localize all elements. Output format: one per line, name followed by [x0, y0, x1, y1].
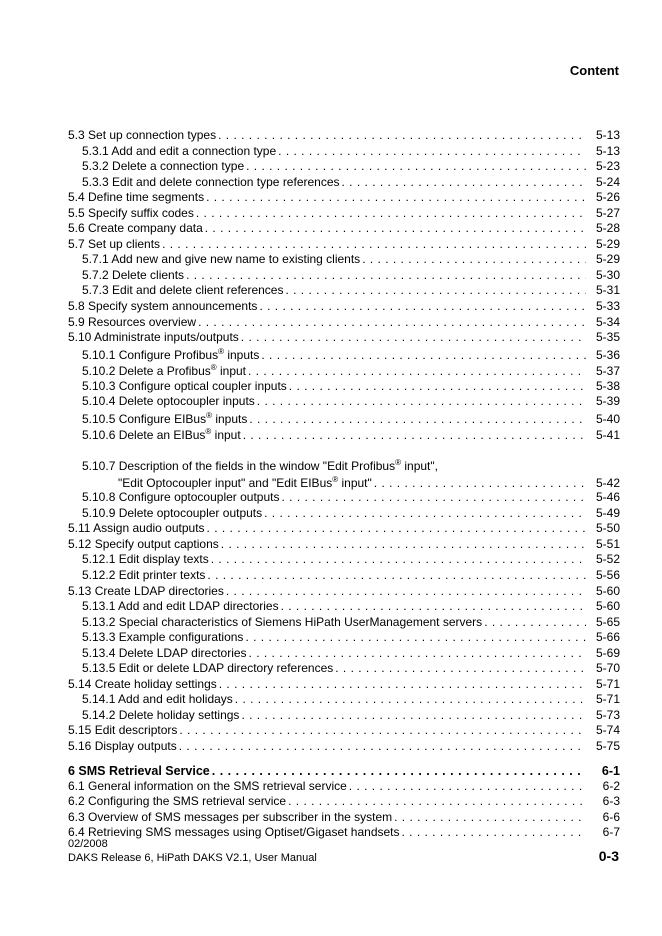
toc-entry-title: 5.6 Create company data	[68, 221, 203, 236]
toc-entry-title	[82, 457, 438, 474]
toc-entry-title: 5.14 Create holiday settings	[68, 676, 217, 691]
toc-entry	[68, 175, 620, 191]
toc-title-part: input"	[338, 475, 372, 490]
toc-entry	[68, 692, 620, 708]
toc-entry-page: 5-41	[595, 428, 620, 443]
toc-entry-title: 5.13.1 Add and edit LDAP directories	[82, 599, 279, 614]
toc-entry	[68, 646, 620, 662]
toc-entry-title: 5.12.1 Edit display texts	[82, 552, 209, 567]
toc-chapter-page: 6-1	[601, 763, 620, 778]
toc-entry-title	[82, 362, 246, 379]
toc-entry-page: 5-51	[595, 536, 620, 551]
toc-entry-page: 5-46	[595, 490, 620, 505]
toc-entry	[68, 599, 620, 615]
toc-entry-title: 5.3.1 Add and edit a connection type	[82, 143, 277, 158]
toc-leader	[248, 362, 586, 379]
toc-entry-page: 5-39	[595, 394, 620, 409]
toc-entry-title	[82, 346, 259, 363]
registered-mark: ®	[210, 363, 217, 373]
toc-entry	[68, 568, 620, 584]
toc-leader	[243, 426, 586, 443]
toc-leader	[241, 330, 586, 346]
toc-entry-page: 5-65	[595, 614, 620, 629]
toc-entry	[68, 252, 620, 268]
toc-entry-title: 5.13.4 Delete LDAP directories	[82, 645, 247, 660]
toc-entry	[68, 521, 620, 537]
toc-title-part: "Edit Optocoupler input" and "Edit EIBus	[118, 475, 333, 490]
toc-entry-title: 5.7.1 Add new and give new name to existing clients	[82, 252, 361, 267]
toc-entry	[68, 426, 620, 443]
toc-entry	[68, 410, 620, 427]
toc-entry	[68, 299, 620, 315]
toc-entry-page: 5-75	[595, 739, 620, 753]
toc-leader	[246, 159, 586, 175]
toc-entry-title	[118, 474, 372, 491]
toc-leader	[285, 283, 586, 299]
toc-entry	[68, 190, 620, 206]
toc-entry	[68, 723, 620, 739]
toc-leader	[219, 677, 586, 693]
toc-entry-page: 5-56	[595, 567, 620, 582]
toc-leader	[349, 779, 586, 795]
footer-manual-title: DAKS Release 6, HiPath DAKS V2.1, User Manual	[68, 852, 317, 864]
toc-entry-page: 5-60	[595, 599, 620, 614]
toc-entry	[68, 362, 620, 379]
toc-entry-page: 5-40	[595, 411, 620, 426]
registered-mark: ®	[205, 427, 212, 437]
toc-entry-title: 6.4 Retrieving SMS messages using Optiset/Gigaset handsets	[68, 825, 400, 840]
toc-leader	[261, 346, 586, 363]
toc-entry-page: 5-42	[595, 475, 620, 490]
toc-entry-page: 5-13	[595, 128, 620, 142]
toc-title-part: 5.10.5 Configure EIBus	[82, 411, 207, 426]
toc-entry-title: 5.3.3 Edit and delete connection type references	[82, 174, 340, 189]
toc-leader	[374, 474, 586, 491]
toc-leader	[207, 521, 586, 537]
toc-entry-title: 5.13.3 Example configurations	[82, 630, 244, 645]
toc-entry-title: 5.3.2 Delete a connection type	[82, 159, 245, 174]
toc-entry-page: 5-34	[595, 314, 620, 329]
toc-title-part: input",	[401, 459, 438, 474]
toc-entry-page: 5-29	[595, 252, 620, 267]
toc-leader	[179, 723, 586, 739]
toc-entry-page: 5-28	[595, 221, 620, 236]
toc-entry	[68, 457, 620, 474]
toc-entry	[68, 677, 620, 693]
toc-entry-page: 5-30	[595, 267, 620, 282]
registered-mark: ®	[206, 410, 212, 420]
toc-entry-title: 5.10.4 Delete optocoupler inputs	[82, 394, 255, 409]
toc-entry-title: 5.5 Specify suffix codes	[68, 205, 194, 220]
toc-entry-title: 5.11 Assign audio outputs	[68, 521, 205, 536]
toc-entry	[68, 584, 620, 600]
toc-leader	[235, 692, 586, 708]
toc-leader	[186, 268, 586, 284]
toc-entry-title: 5.8 Specify system announcements	[68, 299, 258, 314]
toc-entry	[68, 810, 620, 826]
toc-leader	[484, 615, 586, 631]
toc-spacer	[68, 443, 620, 458]
toc-entry	[68, 330, 620, 346]
toc-entry-page: 6-7	[602, 825, 620, 840]
toc-leader	[206, 190, 586, 206]
toc-leader	[259, 299, 586, 315]
toc-entry	[68, 506, 620, 522]
toc-entry-page: 5-60	[595, 583, 620, 598]
toc-entry-title: 5.12.2 Edit printer texts	[82, 567, 206, 582]
toc-entry-page: 5-36	[595, 347, 620, 362]
toc-title-part: 5.10.7 Description of the fields in the window "Edit Profibus	[82, 459, 396, 474]
toc-entry-page: 5-71	[595, 692, 620, 707]
toc-entry	[68, 144, 620, 160]
toc-entry-title: 5.7.3 Edit and delete client references	[82, 283, 284, 298]
toc-leader	[198, 315, 586, 331]
toc-entry-page: 5-52	[595, 552, 620, 567]
toc-entry-title: 5.16 Display outputs	[68, 739, 177, 753]
toc-entry-page: 5-27	[595, 205, 620, 220]
toc-entry	[68, 283, 620, 299]
toc-entry-title: 5.4 Define time segments	[68, 190, 205, 205]
footer-date: 02/2008	[68, 838, 108, 850]
toc-leader	[226, 584, 586, 600]
toc-entry	[68, 630, 620, 646]
toc-entry-page: 5-66	[595, 630, 620, 645]
toc-entry	[68, 315, 620, 331]
toc-entry-title	[82, 426, 241, 443]
toc-entry	[68, 206, 620, 222]
toc-entry	[68, 159, 620, 175]
toc-leader	[179, 739, 586, 755]
toc-leader	[281, 490, 586, 506]
toc-entry	[68, 794, 620, 810]
toc-leader	[249, 646, 586, 662]
toc-entry	[68, 661, 620, 677]
toc-title-part: input	[216, 364, 247, 379]
toc-leader	[288, 794, 586, 810]
toc-entry	[68, 739, 620, 755]
page-header-title: Content	[569, 63, 619, 78]
toc-entry	[68, 128, 620, 144]
toc-leader	[205, 221, 586, 237]
toc-entry-page: 5-33	[595, 299, 620, 314]
registered-mark: ®	[395, 458, 402, 468]
toc-entry-page: 5-70	[595, 661, 620, 676]
toc-entry	[68, 221, 620, 237]
toc-entry	[68, 708, 620, 724]
toc-entry-title: 5.10 Administrate inputs/outputs	[68, 330, 239, 345]
toc-leader	[211, 552, 586, 568]
toc-entry-page: 5-74	[595, 723, 620, 738]
toc-entry	[68, 825, 620, 841]
table-of-contents	[68, 128, 620, 841]
toc-entry-page: 6-2	[602, 778, 620, 793]
toc-entry-page: 5-50	[595, 521, 620, 536]
toc-entry-page: 5-23	[595, 159, 620, 174]
toc-title-part: inputs	[224, 347, 260, 362]
toc-entry-title: 5.10.9 Delete optocoupler outputs	[82, 505, 263, 520]
toc-leader	[249, 410, 586, 427]
toc-entry	[68, 268, 620, 284]
toc-entry-title: 5.14.1 Add and edit holidays	[82, 692, 233, 707]
toc-leader	[241, 708, 586, 724]
toc-entry-title: 5.10.3 Configure optical coupler inputs	[82, 378, 287, 393]
toc-entry-title: 5.10.8 Configure optocoupler outputs	[82, 490, 280, 505]
toc-entry-page: 5-69	[595, 645, 620, 660]
toc-entry-page: 5-26	[595, 190, 620, 205]
toc-leader	[245, 630, 586, 646]
toc-entry-title: 5.13.2 Special characteristics of Siemens HiPath UserManagement servers	[82, 614, 483, 629]
toc-entry-page: 5-13	[595, 143, 620, 158]
toc-entry-title: 5.3 Set up connection types	[68, 128, 217, 142]
toc-title-part: input	[211, 428, 241, 443]
toc-entry-page: 5-29	[595, 236, 620, 251]
toc-entry-page: 5-35	[595, 330, 620, 345]
toc-leader	[264, 506, 586, 522]
toc-entry	[68, 779, 620, 795]
toc-title-part: 5.10.1 Configure Profibus	[82, 347, 219, 362]
toc-leader	[212, 763, 586, 779]
toc-leader	[278, 144, 586, 160]
toc-entry-page: 6-6	[602, 809, 620, 824]
toc-entry-title: 5.9 Resources overview	[68, 314, 197, 329]
toc-entry-page: 5-37	[595, 364, 620, 379]
registered-mark: ®	[332, 474, 339, 484]
toc-leader	[218, 128, 586, 144]
toc-title-part: 5.10.2 Delete a Profibus	[82, 364, 211, 379]
toc-leader	[221, 537, 586, 553]
toc-title-part: 5.10.6 Delete an EIBus	[82, 428, 206, 443]
toc-entry-title: 6.3 Overview of SMS messages per subscriber in the system	[68, 809, 393, 824]
toc-entry	[68, 394, 620, 410]
toc-entry-title	[82, 410, 247, 427]
toc-entry	[68, 552, 620, 568]
toc-entry-page: 5-49	[595, 505, 620, 520]
toc-chapter-title: 6 SMS Retrieval Service	[68, 763, 210, 778]
toc-entry-title: 5.7.2 Delete clients	[82, 267, 185, 282]
toc-entry-title: 6.1 General information on the SMS retrieval service	[68, 778, 347, 793]
footer-page-number: 0-3	[598, 848, 619, 864]
toc-leader	[281, 599, 586, 615]
toc-leader	[257, 394, 586, 410]
toc-leader	[394, 810, 586, 826]
toc-entry	[68, 346, 620, 363]
toc-leader	[162, 237, 586, 253]
toc-leader	[335, 661, 586, 677]
toc-entry-page: 5-73	[595, 707, 620, 722]
registered-mark: ®	[218, 346, 224, 356]
toc-entry	[68, 237, 620, 253]
toc-leader	[196, 206, 586, 222]
toc-entry	[68, 490, 620, 506]
toc-leader	[362, 252, 586, 268]
toc-entry-page: 5-71	[595, 676, 620, 691]
toc-entry-page: 6-3	[602, 794, 620, 809]
toc-entry	[68, 537, 620, 553]
toc-entry-continuation	[68, 474, 620, 491]
toc-leader	[289, 379, 586, 395]
toc-chapter	[68, 763, 620, 779]
toc-entry-title: 5.13.5 Edit or delete LDAP directory references	[82, 661, 334, 676]
toc-entry-page: 5-38	[595, 378, 620, 393]
toc-entry-title: 6.2 Configuring the SMS retrieval service	[68, 794, 287, 809]
toc-leader	[207, 568, 586, 584]
toc-title-part: inputs	[211, 411, 248, 426]
toc-entry	[68, 615, 620, 631]
toc-entry-page: 5-24	[595, 174, 620, 189]
toc-entry-page: 5-31	[595, 283, 620, 298]
toc-entry-title: 5.12 Specify output captions	[68, 536, 219, 551]
toc-entry-title: 5.7 Set up clients	[68, 236, 161, 251]
toc-entry-title: 5.14.2 Delete holiday settings	[82, 707, 240, 722]
toc-leader	[342, 175, 586, 191]
toc-entry-title: 5.15 Edit descriptors	[68, 723, 178, 738]
toc-entry-title: 5.13 Create LDAP directories	[68, 583, 224, 598]
toc-entry	[68, 379, 620, 395]
toc-leader	[402, 825, 587, 841]
